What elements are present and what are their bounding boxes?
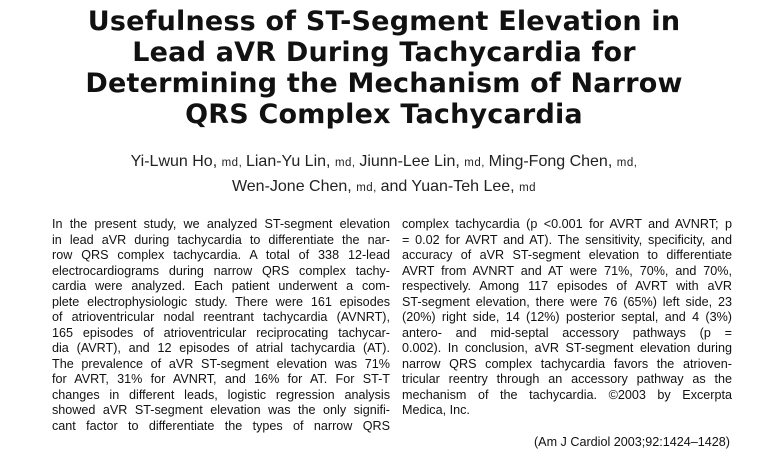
abstract-line: narrow QRS complex tachycardia favors the atrioven- [402,356,732,371]
author-degree: md, [616,157,638,169]
abstract-line: (20%) right side, 14 (12%) posterior septal, and 4 (3%) [402,310,732,324]
author-line-1 [40,150,728,175]
abstract-line: complex tachycardia (p <0.001 for AVRT and AVNRT; p [402,217,732,231]
author-name: Wen-Jone Chen, [231,178,352,195]
author-line-2 [40,175,728,200]
author-list [40,150,728,200]
abstract-line: = 0.02 for AVRT and AT). The sensitivity, specificity, and [402,232,732,247]
abstract-line: row QRS complex tachycardia. A total of 338 12-lead [52,248,390,262]
title-line: QRS Complex Tachycardia [185,99,583,130]
journal-citation: (Am J Cardiol 2003;92:1424–1428) [533,435,730,449]
author-degree: md, [221,157,246,169]
abstract-line: AVRT from AVNRT and AT were 71%, 70%, and 70%, [402,263,732,278]
abstract-line: mechanism of the tachycardia. ©2003 by Excerpta [402,387,732,402]
abstract-line: 0.002). In conclusion, aVR ST-segment elevation during [402,341,732,355]
abstract-line: cardia were analyzed. Each patient underwent a com- [52,279,390,293]
title-line: Lead aVR During Tachycardia for [132,37,636,68]
abstract-line: in lead aVR during tachycardia to differentiate the nar- [52,232,390,247]
title-line: Usefulness of ST-Segment Elevation in [87,6,681,37]
abstract-line: for AVRT, 31% for AVNRT, and 16% for AT. For ST-T [52,372,390,386]
author-name: Lian-Yu Lin, [245,153,331,170]
abstract-line: respectively. Among 117 episodes of AVRT with aVR [402,279,732,293]
abstract-column-right [402,217,732,419]
title-line: Determining the Mechanism of Narrow [85,68,683,99]
abstract-line: Medica, Inc. [402,403,470,417]
abstract-line: The prevalence of aVR ST-segment elevation was 71% [52,356,390,371]
abstract-line: 165 episodes of atrioventricular reciprocating tachycar- [52,325,390,340]
author-degree: md, [464,157,489,169]
abstract-line: plete electrophysiologic study. There were 161 episodes [52,294,390,309]
article-title [40,6,728,130]
abstract-line: cant factor to differentiate the types of narrow QRS [52,418,390,433]
abstract-column-left [52,217,390,434]
abstract-line: In the present study, we analyzed ST-segment elevation [52,217,390,231]
abstract-line: changes in different leads, logistic regression analysis [52,387,390,402]
abstract-line: ST-segment elevation, there were 76 (65%) left side, 23 [402,294,732,309]
abstract-line: dia (AVRT), and 12 episodes of atrial tachycardia (AT). [52,341,390,355]
author-name: Ming-Fong Chen, [488,153,613,170]
author-degree: md, [356,182,381,194]
abstract-line: antero- and mid-septal accessory pathways (p = [402,325,732,340]
author-degree: md, [334,157,360,169]
author-name: and Yuan-Teh Lee, [380,178,515,195]
abstract-line: showed aVR ST-segment elevation was the only signifi- [52,403,390,417]
author-name: Jiunn-Lee Lin, [359,153,460,170]
abstract-line: of atrioventricular nodal reentrant tachycardia (AVNRT), [52,310,390,324]
author-name: Yi-Lwun Ho, [130,153,218,170]
abstract-line: electrocardiograms during narrow QRS complex tachy- [52,263,390,278]
author-degree: md [519,182,537,194]
abstract-line: accuracy of aVR ST-segment elevation to differentiate [402,248,732,262]
abstract-line: tricular reentry through an accessory pathway as the [402,372,732,386]
